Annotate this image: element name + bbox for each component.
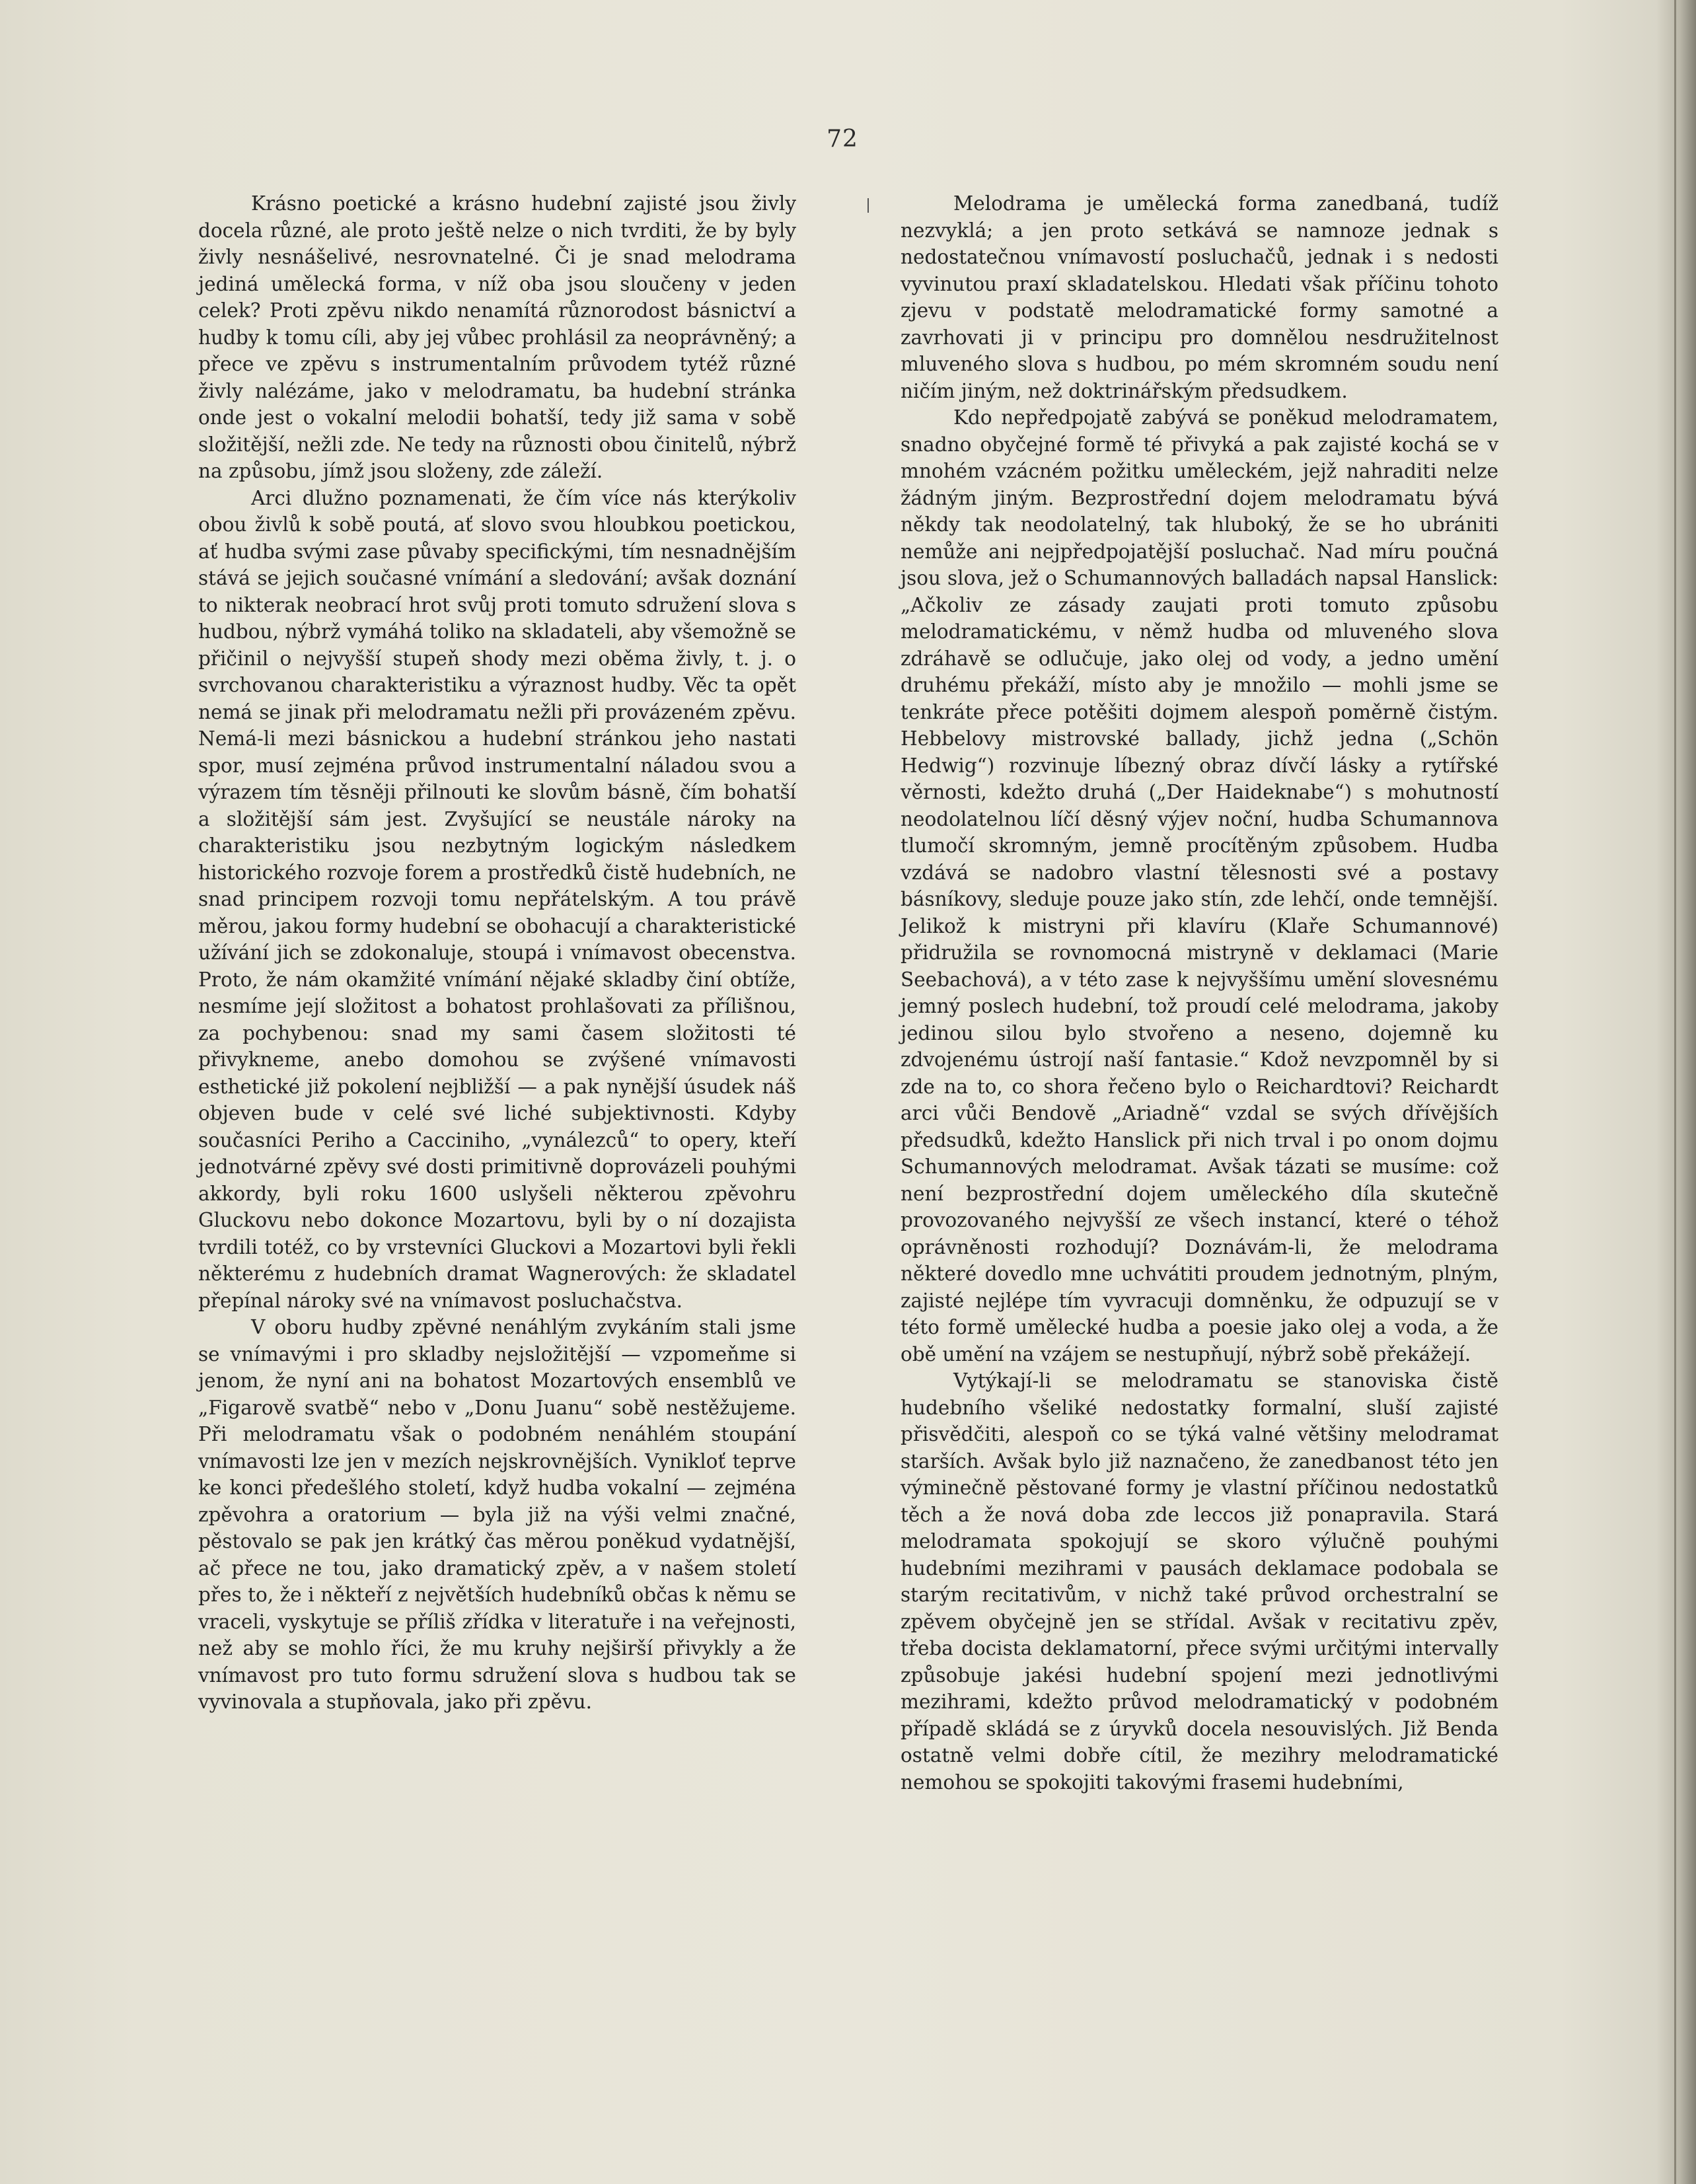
right-paragraph-3: Vytýkají-li se melodramatu se stanoviska čistě hudebního všeliké nedostatky formalní, sluší zajisté přisvědčiti, alespoň co se týká valné většiny melodramat starších. Avšak bylo již naznačeno, že zanedbanost této jen výminečně pěstované formy je vlastní příčinou nedostatků těch a že nová doba zde leccos již ponapravila. Stará melodramata spokojují se skoro výlučně pouhými hudebními mezihrami v pausách deklamace podobala se starým recitativům, v nichž také průvod orchestralní se zpěvem obyčejně jen se střídal. Avšak v recitativu zpěv, třeba docista deklamatorní, přece svými určitými intervally způsobuje jakési hudební spojení mezi jednotlivými mezihrami, kdežto průvod melodramatický v podobném případě skládá se z úryvků docela nesouvislých. Již Benda ostatně velmi dobře cítil, že mezihry melodramatické nemohou se spokojiti takovými frasemi hudebními, <box>901 1369 1498 1794</box>
left-column <box>198 190 796 1716</box>
left-paragraph-3: V oboru hudby zpěvné nenáhlým zvykáním stali jsme se vnímavými i pro skladby nejsložitější — vzpomeňme si jenom, že nyní ani na bohatost Mozartových ensemblů ve „Figarově svatbě“ nebo v „Donu Juanu“ sobě nestěžujeme. Při melodramatu však o podobném nenáhlém stoupání vnímavosti lze jen v mezích nejskrovnějších. Vynikloť teprve ke konci předešlého století, když hudba vokalní — zejména zpěvohra a oratorium — byla již na výši velmi značné, pěstovalo se pak jen krátký čas měrou poněkud vydatnější, ač přece ne tou, jako dramatický zpěv, a v našem století přes to, že i někteří z největších hudebníků občas k němu se vraceli, vyskytuje se příliš zřídka v literatuře i na veřejnosti, než aby se mohlo říci, že mu kruhy nejširší přivykly a že vnímavost pro tuto formu sdružení slova s hudbou tak se vyvinovala a stupňovala, jako při zpěvu. <box>198 1316 796 1713</box>
column-divider-mark <box>867 198 869 213</box>
right-column <box>901 190 1498 1796</box>
page-number: 72 <box>827 126 858 153</box>
page-edge-line <box>1674 0 1676 2184</box>
left-paragraph-1: Krásno poetické a krásno hudební zajisté jsou živly docela různé, ale proto ještě nelze o nich tvrditi, že by byly živly nesnášelivé, nesrovnatelné. Či je snad melodrama jediná umělecká forma, v níž oba jsou sloučeny v jeden celek? Proti zpěvu nikdo nenamítá různorodost básnictví a hudby k tomu cíli, aby jej vůbec prohlásil za neoprávněný; a přece ve zpěvu s instrumentalním průvodem tytéž různé živly nalézáme, jako v melodramatu, ba hudební stránka onde jest o vokalní melodii bohatší, tedy již sama v sobě složitější, nežli zde. Ne tedy na různosti obou činitelů, nýbrž na způsobu, jímž jsou složeny, zde záleží. <box>198 192 796 482</box>
left-paragraph-2: Arci dlužno poznamenati, že čím více nás kterýkoliv obou živlů k sobě poutá, ať slovo svou hloubkou poetickou, ať hudba svými zase půvaby specifickými, tím nesnadnějším stává se jejich současné vnímání a sledování; avšak doznání to nikterak neobrací hrot svůj proti tomuto sdružení slova s hudbou, nýbrž vymáhá toliko na skladateli, aby všemožně se přičinil o nejvyšší stupeň shody mezi oběma živly, t. j. o svrchovanou charakteristiku a výraznost hudby. Věc ta opět nemá se jinak při melodramatu nežli při provázeném zpěvu. Nemá-li mezi básnickou a hudební stránkou jeho nastati spor, musí zejména průvod instrumentalní náladou svou a výrazem tím těsněji přilnouti ke slovům básně, čím bohatší a složitější sám jest. Zvyšující se neustále nároky na charakteristiku jsou nezbytným logickým následkem historického rozvoje forem a prostředků čistě hudebních, ne snad principem rozvoji tomu nepřátelským. A tou právě měrou, jakou formy hudební se obohacují a charakteristické užívání jich se zdokonaluje, stoupá i vnímavost obecenstva. Proto, že nám okamžité vnímání nějaké skladby činí obtíže, nesmíme její složitost a bohatost prohlašovati za přílišnou, za pochybenou: snad my sami časem složitosti té přivykneme, anebo domohou se zvýšené vnímavosti esthetické již pokolení nejbližší — a pak nynější úsudek náš objeven bude v celé své liché subjektivnosti. Kdyby současníci Periho a Cacciniho, „vynálezců“ to opery, kteří jednotvárné zpěvy své dosti primitivně doprovázeli pouhými akkordy, byli roku 1600 uslyšeli některou zpěvohru Gluckovu nebo dokonce Mozartovu, byli by o ní dozajista tvrdili totéž, co by vrstevníci Gluckovi a Mozartovi byli řekli některému z hudebních dramat Wagnerových: že skladatel přepínal nároky své na vnímavost posluchačstva. <box>198 486 796 1312</box>
right-paragraph-2: Kdo nepředpojatě zabývá se poněkud melodramatem, snadno obyčejné formě té přivyká a pak zajisté kochá se v mnohém vzácném požitku uměleckém, jejž nahraditi nelze žádným jiným. Bezprostřední dojem melodramatu bývá někdy tak neodolatelný, tak hluboký, že se ho ubrániti nemůže ani nejpředpojatější posluchač. Nad míru poučná jsou slova, jež o Schumannových balladách napsal Hanslick: „Ačkoliv ze zásady zaujati proti tomuto způsobu melodramatickému, v němž hudba od mluveného slova zdráhavě se odlučuje, jako olej od vody, a jedno umění druhému překáží, místo aby je množilo — mohli jsme se tenkráte přece potěšiti dojmem alespoň poměrně čistým. Hebbelovy mistrovské ballady, jichž jedna („Schön Hedwig“) rozvinuje líbezný obraz dívčí lásky a rytířské věrnosti, kdežto druhá („Der Haideknabe“) s mohutností neodolatelnou líčí děsný výjev noční, hudba Schumannova tlumočí skromným, jemně procítěným způsobem. Hudba vzdává se nadobro vlastní tělesnosti své a postavy básníkovy, sleduje pouze jako stín, zde lehčí, onde temnější. Jelikož k mistryni při klavíru (Klaře Schumannové) přidružila se rovnomocná mistryně v deklamaci (Marie Seebachová), a v této zase k nejvyššímu umění slovesnému jemný poslech hudební, tož proudí celé melodrama, jakoby jedinou silou bylo stvořeno a neseno, dojemně ku zdvojenému ústrojí naší fantasie.“ Kdož nevzpomněl by si zde na to, co shora řečeno bylo o Reichardtovi? Reichardt arci vůči Bendově „Ariadně“ vzdal se svých dřívějších předsudků, kdežto Hanslick při nich trval i po onom dojmu Schumannových melodramat. Avšak tázati se musíme: což není bezprostřední dojem uměleckého díla skutečně provozovaného nejvyšší ze všech instancí, které o téhož oprávněnosti rozhodují? Doznávám-li, že melodrama některé dovedlo mne uchvátiti proudem jednotným, plným, zajisté nejlépe tím vyvracuji domněnku, že odpuzují se v této formě umělecké hudba a poesie jako olej a voda, a že obě umění na vzájem se nestupňují, nýbrž sobě překážejí. <box>901 406 1498 1365</box>
right-paragraph-1: Melodrama je umělecká forma zanedbaná, tudíž nezvyklá; a jen proto setkává se namnoze jednak s nedostatečnou vnímavostí posluchačů, jednak i s nedosti vyvinutou praxí skladatelskou. Hledati však příčinu tohoto zjevu v podstatě melodramatické formy samotné a zavrhovati ji v principu pro domnělou nesdružitelnost mluveného slova s hudbou, po mém skromném soudu není ničím jiným, než doktrinářským předsudkem. <box>901 192 1498 402</box>
page-edge-shadow <box>1656 0 1696 2184</box>
